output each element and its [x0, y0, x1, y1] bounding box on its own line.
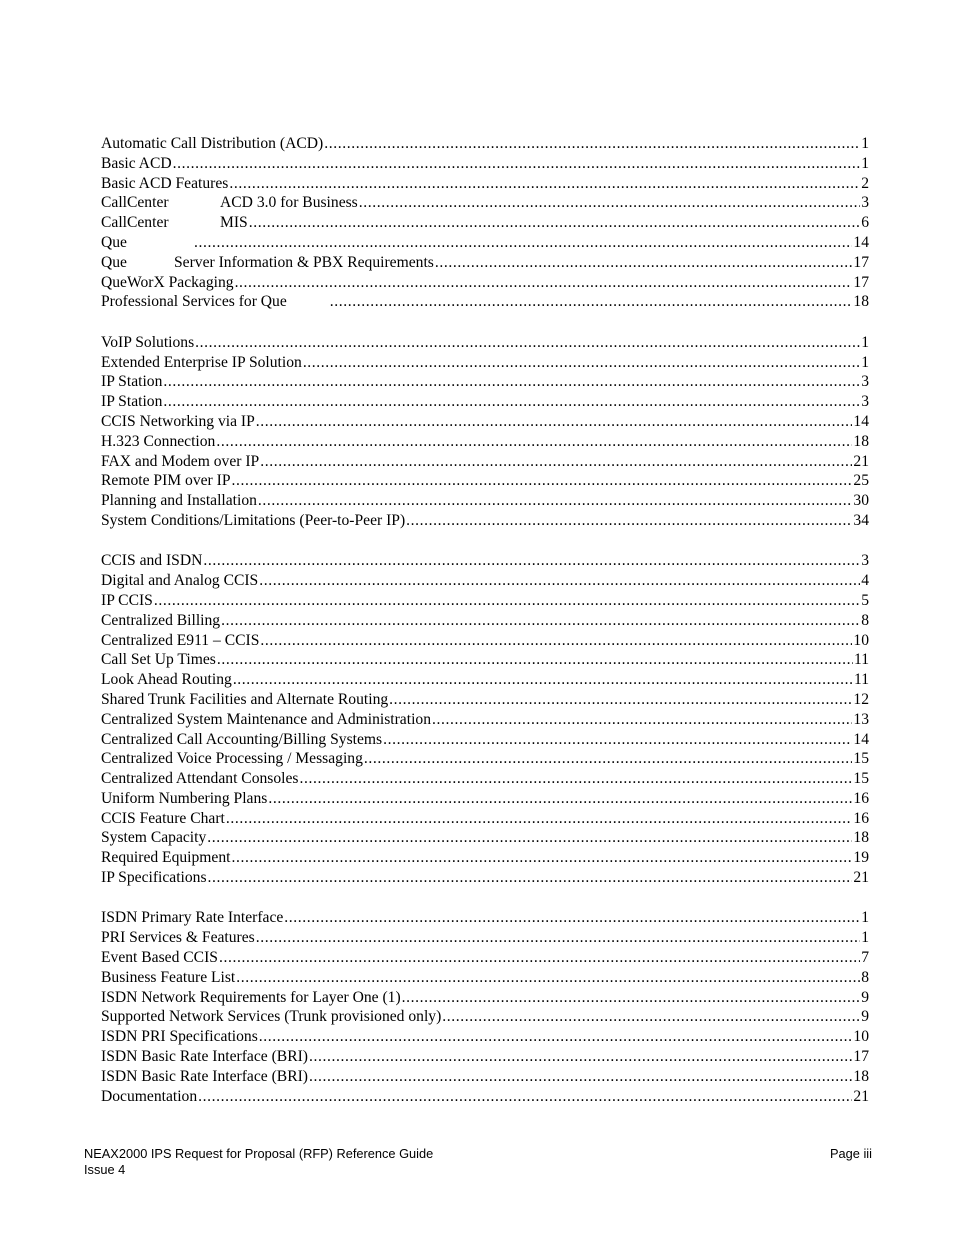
toc-page-number: 1: [861, 909, 869, 927]
toc-entry[interactable]: [101, 154, 869, 174]
toc-entry-title: [101, 1007, 441, 1027]
toc-entry-title-part: Documentation: [101, 1087, 198, 1105]
toc-entry[interactable]: [101, 789, 869, 809]
toc-dot-leader: [309, 1047, 852, 1067]
toc-dot-leader: [330, 292, 853, 312]
toc-entry[interactable]: [101, 571, 869, 591]
toc-dot-leader: [268, 789, 852, 809]
toc-entry-title-part: Call Set Up Times: [101, 651, 216, 669]
toc-entry[interactable]: [101, 631, 869, 651]
toc-entry[interactable]: [101, 412, 869, 432]
toc-entry-title: [101, 631, 259, 651]
toc-entry[interactable]: [101, 1027, 869, 1047]
toc-entry-title: [101, 670, 232, 690]
toc-dot-leader: [207, 828, 852, 848]
toc-page-number: 14: [853, 233, 869, 251]
toc-dot-leader: [256, 928, 860, 948]
toc-entry[interactable]: [101, 392, 869, 412]
toc-entry-title: [101, 551, 202, 571]
toc-entry-title-part: Planning and Installation: [101, 492, 257, 510]
toc-entry-title-part: Centralized E911 – CCIS: [101, 631, 260, 649]
toc-dot-leader: [258, 491, 852, 511]
toc-entry-subtitle: ACD 3.0 for Business: [220, 194, 358, 212]
toc-entry-title-part: IP Station: [101, 373, 163, 391]
toc-dot-leader: [259, 1027, 853, 1047]
toc-entry-title: [101, 730, 382, 750]
toc-entry-title: [101, 372, 162, 392]
toc-entry-title: [101, 591, 153, 611]
toc-entry[interactable]: [101, 511, 869, 531]
toc-dot-leader: [324, 134, 860, 154]
toc-entry[interactable]: [101, 1007, 869, 1027]
toc-entry[interactable]: [101, 769, 869, 789]
toc-page-number: 10: [853, 631, 869, 649]
toc-entry[interactable]: [101, 1087, 869, 1107]
toc-page-number: 17: [853, 1048, 869, 1066]
toc-entry[interactable]: [101, 273, 869, 293]
toc-entry[interactable]: [101, 809, 869, 829]
toc-entry-title: [101, 1047, 308, 1067]
toc-page-number: 21: [853, 869, 869, 887]
toc-entry-title: [101, 789, 267, 809]
toc-dot-leader: [364, 749, 853, 769]
toc-page-number: 2: [861, 174, 869, 192]
toc-entry-title-part: System Conditions/Limitations (Peer-to-Peer IP): [101, 511, 406, 529]
toc-entry-title-part: Remote PIM over IP: [101, 472, 231, 490]
toc-entry-title-part: IP Station: [101, 393, 163, 411]
toc-page-number: 14: [853, 412, 869, 430]
toc-entry-title-part: ISDN PRI Specifications: [101, 1028, 258, 1046]
toc-dot-leader: [232, 471, 853, 491]
toc-entry-title: [101, 174, 228, 194]
toc-entry-title: [101, 571, 258, 591]
toc-entry-title: [101, 690, 388, 710]
toc-entry-title: [101, 432, 215, 452]
toc-entry[interactable]: [101, 948, 869, 968]
toc-entry-title: [101, 968, 235, 988]
toc-entry-title-part: Basic ACD: [101, 154, 172, 172]
toc-dot-leader: [389, 690, 852, 710]
toc-dot-leader: [442, 1007, 860, 1027]
toc-dot-leader: [235, 273, 853, 293]
toc-page-number: 16: [853, 789, 869, 807]
toc-section: [101, 333, 869, 531]
toc-entry-title: [101, 273, 234, 293]
toc-entry-title-part: Centralized Billing: [101, 611, 221, 629]
toc-entry[interactable]: [101, 134, 869, 154]
toc-entry-title-part: Look Ahead Routing: [101, 671, 232, 689]
toc-page-number: 25: [853, 472, 869, 490]
toc-dot-leader: [260, 452, 852, 472]
toc-entry[interactable]: [101, 333, 869, 353]
toc-section: [101, 134, 869, 312]
toc-section: [101, 908, 869, 1106]
toc-entry[interactable]: [101, 193, 869, 213]
toc-dot-leader: [236, 968, 860, 988]
toc-page-number: 3: [861, 552, 869, 570]
toc-dot-leader: [154, 591, 860, 611]
toc-page-number: 18: [853, 432, 869, 450]
toc-dot-leader: [259, 571, 860, 591]
toc-entry-title: [101, 769, 298, 789]
toc-entry-title: [101, 710, 431, 730]
toc-page-number: 19: [853, 849, 869, 867]
toc-entry-title-part: Supported Network Services (Trunk provisioned only): [101, 1008, 442, 1026]
toc-entry-title: [101, 511, 405, 531]
page-footer: [84, 1146, 872, 1178]
toc-dot-leader: [163, 392, 860, 412]
toc-page-number: 3: [861, 393, 869, 411]
toc-page-number: 1: [861, 353, 869, 371]
toc-entry-title-part: Extended Enterprise IP Solution: [101, 353, 302, 371]
toc-page-number: 18: [853, 293, 869, 311]
toc-entry-title: [101, 948, 218, 968]
toc-entry[interactable]: [101, 1047, 869, 1067]
toc-page-number: 13: [853, 710, 869, 728]
footer-doc-title: NEAX2000 IPS Request for Proposal (RFP) Reference Guide: [84, 1146, 434, 1161]
toc-page-number: 15: [853, 750, 869, 768]
toc-entry-title: [101, 908, 283, 928]
toc-dot-leader: [198, 1087, 852, 1107]
toc-dot-leader: [249, 213, 860, 233]
toc-page-number: 1: [861, 929, 869, 947]
toc-entry-title-part: H.323 Connection: [101, 432, 216, 450]
toc-entry-title: [101, 749, 363, 769]
toc-entry-title-part: ISDN Network Requirements for Layer One (1): [101, 988, 401, 1006]
toc-entry[interactable]: [101, 551, 869, 571]
toc-page-number: 1: [861, 135, 869, 152]
toc-entry-title-part: Required Equipment: [101, 849, 231, 867]
toc-page-number: 6: [861, 214, 869, 232]
toc-entry-title-part: Shared Trunk Facilities and Alternate Routing: [101, 690, 389, 708]
toc-entry-title-part: IP Specifications: [101, 869, 207, 887]
toc-entry-title: [101, 809, 225, 829]
toc-entry[interactable]: [101, 1067, 869, 1087]
toc-entry-title-part: IP CCIS: [101, 591, 153, 609]
toc-entry-title: [101, 1067, 308, 1087]
toc-dot-leader: [309, 1067, 852, 1087]
toc-dot-leader: [383, 730, 852, 750]
toc-entry-title-part: ISDN Primary Rate Interface: [101, 909, 284, 927]
footer-left: [84, 1146, 433, 1178]
toc-dot-leader: [303, 353, 860, 373]
toc-dot-leader: [217, 650, 853, 670]
toc-entry-title: [101, 154, 172, 174]
toc-entry[interactable]: [101, 848, 869, 868]
toc-entry-title-part: Centralized Voice Processing / Messaging: [101, 750, 363, 768]
toc-dot-leader: [173, 154, 861, 174]
toc-entry-title-part: PRI Services & Features: [101, 929, 255, 947]
toc-entry-title: [101, 412, 255, 432]
toc-entry-subtitle: Server Information & PBX Requirements: [174, 253, 434, 271]
toc-dot-leader: [194, 233, 852, 253]
toc-entry-title: [101, 233, 193, 253]
toc-page-number: 17: [853, 273, 869, 291]
toc-entry-title-part: ISDN Basic Rate Interface (BRI): [101, 1048, 308, 1066]
toc-page-number: 30: [853, 492, 869, 510]
toc-entry-title-part: Business Feature List: [101, 968, 236, 986]
toc-entry-title: [101, 193, 358, 213]
toc-entry[interactable]: [101, 968, 869, 988]
toc-entry-title-part: Automatic Call Distribution (ACD): [101, 135, 324, 152]
toc-entry-title: [101, 988, 401, 1008]
toc-entry-title-part: Centralized System Maintenance and Administration: [101, 710, 431, 728]
toc-entry-title-part: Que: [101, 253, 127, 271]
toc-dot-leader: [163, 372, 860, 392]
toc-dot-leader: [226, 809, 853, 829]
toc-page-number: 5: [861, 591, 869, 609]
toc-entry-title: [101, 928, 255, 948]
toc-entry[interactable]: [101, 828, 869, 848]
toc-entry-title: [101, 868, 207, 888]
toc-page-number: 3: [861, 194, 869, 212]
toc-entry[interactable]: [101, 690, 869, 710]
toc-entry[interactable]: [101, 213, 869, 233]
toc-page-number: 1: [861, 333, 869, 351]
toc-entry[interactable]: [101, 452, 869, 472]
toc-page-number: 8: [861, 968, 869, 986]
toc-page-number: 34: [853, 511, 869, 529]
toc-dot-leader: [284, 908, 860, 928]
toc-dot-leader: [402, 988, 861, 1008]
toc-entry[interactable]: [101, 908, 869, 928]
toc-entry-title-part: Basic ACD Features: [101, 174, 229, 192]
toc-page-number: 11: [853, 671, 869, 689]
toc-entry-title: [101, 292, 329, 312]
toc-entry[interactable]: [101, 611, 869, 631]
toc-dot-leader: [229, 174, 860, 194]
toc-entry-title-part: CCIS Networking via IP: [101, 412, 255, 430]
toc-entry[interactable]: [101, 471, 869, 491]
toc-dot-leader: [208, 868, 853, 888]
footer-page-number: Page iii: [830, 1146, 872, 1161]
toc-entry-title: [101, 650, 216, 670]
toc-dot-leader: [203, 551, 860, 571]
toc-page-number: 10: [853, 1028, 869, 1046]
toc-page-number: 11: [853, 651, 869, 669]
toc-entry-title-part: CCIS Feature Chart: [101, 809, 225, 827]
toc-entry-title-part: Centralized Attendant Consoles: [101, 770, 299, 788]
toc-page-number: 21: [853, 1087, 869, 1105]
toc-page-number: 15: [853, 770, 869, 788]
toc-entry[interactable]: [101, 233, 869, 253]
toc-entry[interactable]: [101, 591, 869, 611]
toc-entry-title: [101, 828, 206, 848]
toc-entry[interactable]: [101, 928, 869, 948]
toc-page-number: 18: [853, 829, 869, 847]
toc-entry-title-part: Digital and Analog CCIS: [101, 572, 259, 590]
toc-entry-title: [101, 392, 162, 412]
toc-entry-title: [101, 1027, 258, 1047]
toc-entry[interactable]: [101, 432, 869, 452]
toc-entry[interactable]: [101, 730, 869, 750]
toc-entry-title-part: System Capacity: [101, 829, 207, 847]
toc-entry-title: [101, 213, 248, 233]
toc-page-number: 21: [853, 452, 869, 470]
toc-dot-leader: [256, 412, 853, 432]
toc-page-number: 3: [861, 373, 869, 391]
toc-entry-title: [101, 848, 231, 868]
toc-entry-title-part: VoIP Solutions: [101, 333, 195, 351]
toc-entry-title-part: QueWorX Packaging: [101, 273, 234, 291]
toc-entry[interactable]: [101, 174, 869, 194]
toc-page-number: 14: [853, 730, 869, 748]
toc-entry[interactable]: [101, 353, 869, 373]
toc-dot-leader: [221, 611, 860, 631]
toc-dot-leader: [195, 333, 860, 353]
footer-issue: Issue 4: [84, 1162, 126, 1177]
toc-entry-title: [101, 1087, 197, 1107]
toc-dot-leader: [435, 253, 853, 273]
toc-dot-leader: [232, 848, 853, 868]
toc-dot-leader: [432, 710, 852, 730]
toc-entry-title: [101, 491, 257, 511]
toc-entry[interactable]: [101, 868, 869, 888]
toc-entry-title: [101, 134, 323, 154]
toc-entry-title-part: CallCenter: [101, 194, 169, 212]
toc-page-number: 8: [861, 611, 869, 629]
toc-page-number: 16: [853, 809, 869, 827]
toc-page-number: 12: [853, 690, 869, 708]
toc-entry-title-part: Que: [101, 233, 127, 251]
toc-entry-title-part: Uniform Numbering Plans: [101, 789, 268, 807]
toc-entry-title: [101, 471, 231, 491]
toc-page-number: 18: [853, 1067, 869, 1085]
toc-entry-title: [101, 253, 434, 273]
toc-entry-title-part: ISDN Basic Rate Interface (BRI): [101, 1067, 308, 1085]
table-of-contents: [101, 134, 869, 1127]
toc-page-number: 17: [853, 253, 869, 271]
toc-entry-title-part: Professional Services for Que: [101, 293, 287, 311]
toc-entry[interactable]: [101, 372, 869, 392]
toc-dot-leader: [299, 769, 852, 789]
toc-entry-title-part: CCIS and ISDN: [101, 552, 203, 570]
toc-page-number: 9: [861, 1008, 869, 1026]
toc-page-number: 9: [861, 988, 869, 1006]
toc-entry-subtitle: MIS: [220, 214, 248, 232]
toc-entry-title-part: FAX and Modem over IP: [101, 452, 260, 470]
toc-entry[interactable]: [101, 650, 869, 670]
toc-entry-title: [101, 452, 259, 472]
toc-page-number: 4: [861, 572, 869, 590]
toc-entry-title: [101, 333, 194, 353]
toc-entry-title: [101, 611, 220, 631]
toc-entry[interactable]: [101, 292, 869, 312]
toc-entry[interactable]: [101, 491, 869, 511]
toc-entry[interactable]: [101, 670, 869, 690]
toc-page-number: 1: [861, 154, 869, 172]
toc-entry-title-part: CallCenter: [101, 214, 169, 232]
toc-dot-leader: [359, 193, 860, 213]
toc-entry[interactable]: [101, 253, 869, 273]
toc-entry[interactable]: [101, 749, 869, 769]
toc-dot-leader: [260, 631, 852, 651]
toc-entry[interactable]: [101, 988, 869, 1008]
toc-dot-leader: [406, 511, 852, 531]
toc-page-number: 7: [861, 949, 869, 967]
toc-entry[interactable]: [101, 710, 869, 730]
toc-entry-title: [101, 353, 302, 373]
toc-dot-leader: [216, 432, 852, 452]
toc-section: [101, 551, 869, 888]
toc-dot-leader: [219, 948, 860, 968]
toc-entry-title-part: Event Based CCIS: [101, 949, 218, 967]
toc-entry-title-part: Centralized Call Accounting/Billing Systems: [101, 730, 383, 748]
toc-dot-leader: [233, 670, 853, 690]
